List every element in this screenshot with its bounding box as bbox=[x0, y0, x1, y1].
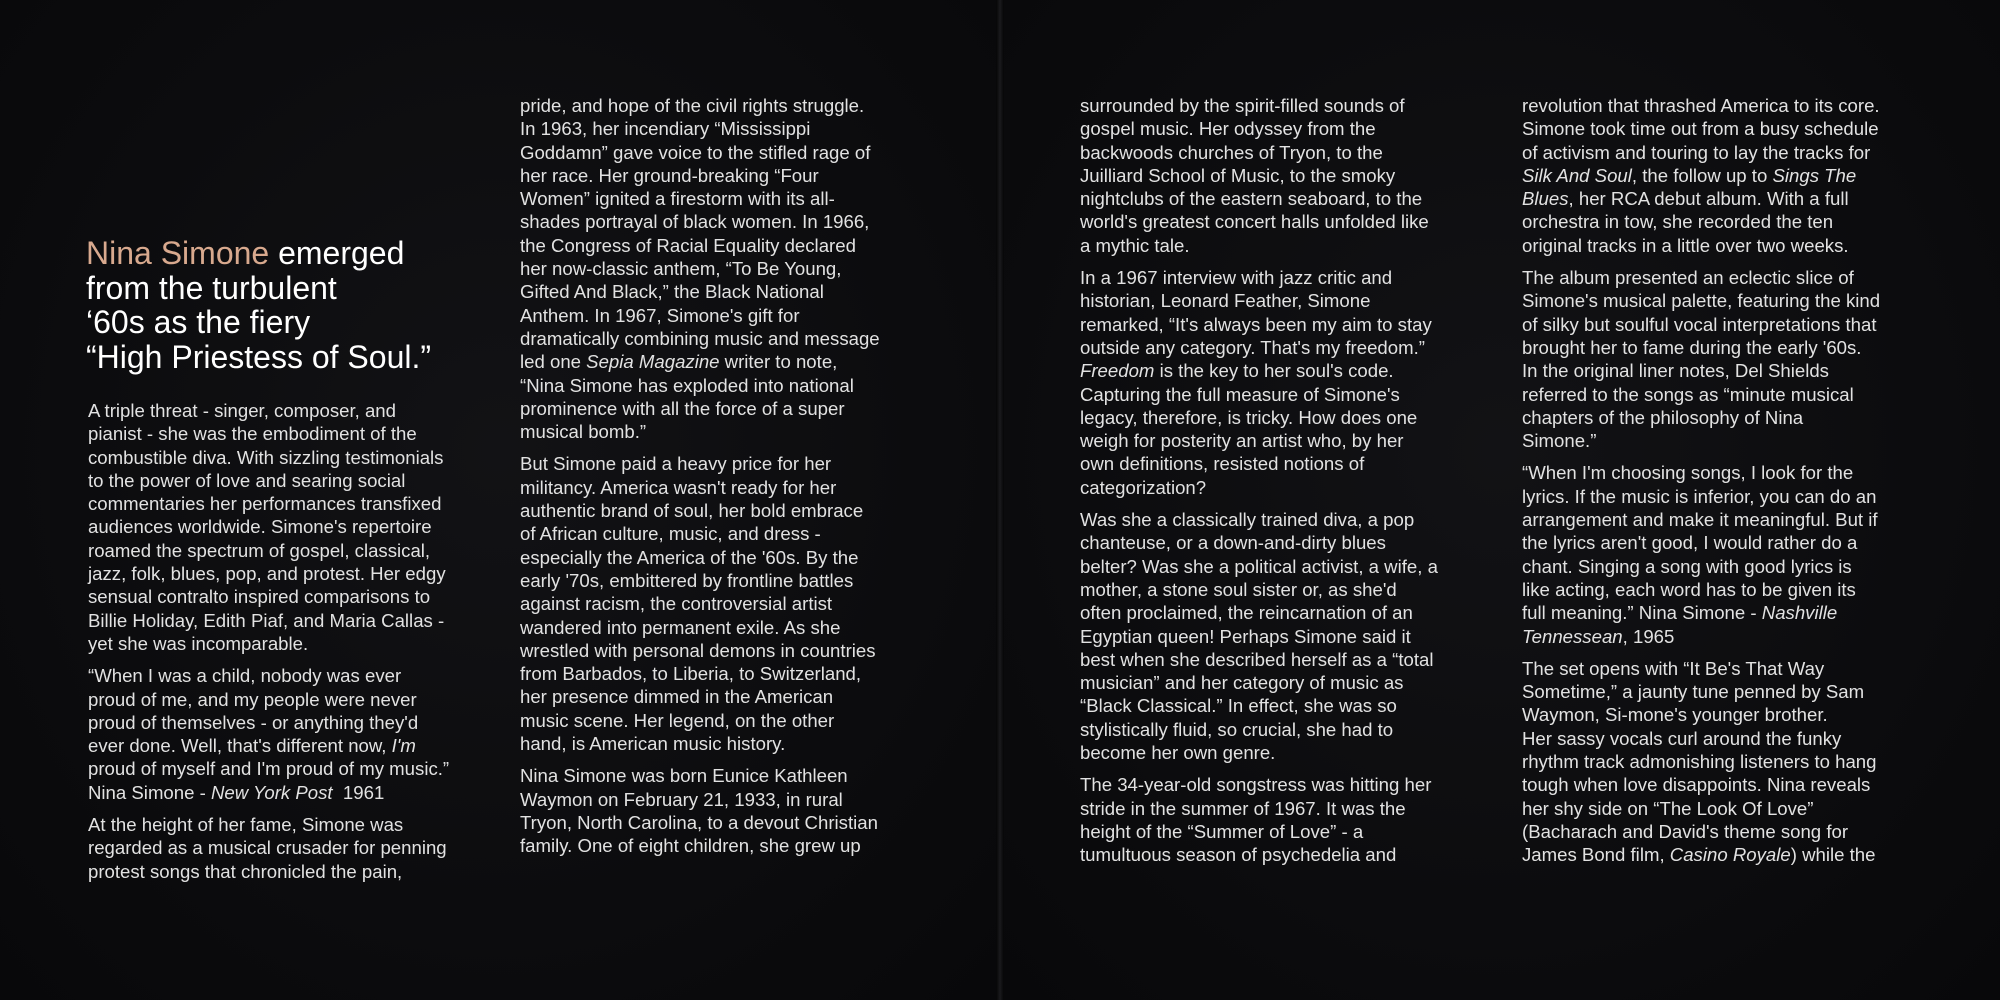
text-line: her presence dimmed in the American bbox=[520, 686, 834, 708]
text-run: ) while the bbox=[1790, 844, 1876, 866]
text-line: tumultuous season of psychedelia and bbox=[1080, 844, 1397, 866]
headline-line-1-rest: emerged bbox=[269, 235, 405, 271]
text-line: backwoods churches of Tryon, to the bbox=[1080, 141, 1383, 163]
text-line: family. One of eight children, she grew up bbox=[520, 835, 861, 857]
text-line: against racism, the controversial artist bbox=[520, 593, 833, 615]
text-run: , her RCA debut album. With a full bbox=[1568, 188, 1849, 210]
publication-title: New York Post bbox=[210, 781, 333, 803]
text-line: Waymon on February 21, 1933, in rural bbox=[520, 788, 843, 810]
text-line: best when she described herself as a “total bbox=[1080, 648, 1434, 670]
text-line: her now-classic anthem, “To Be Young, bbox=[520, 258, 842, 280]
publication-title: Nashville bbox=[1761, 602, 1838, 624]
text-line: historian, Leonard Feather, Simone bbox=[1080, 290, 1371, 312]
text-line: militancy. America wasn't ready for her bbox=[520, 476, 837, 498]
text-line: chanteuse, or a down-and-dirty blues bbox=[1080, 532, 1386, 554]
italic-run: Freedom bbox=[1080, 360, 1155, 382]
text-line: proud of me, and my people were never bbox=[88, 688, 417, 710]
text-line: dramatically combining music and message bbox=[520, 327, 880, 349]
text-line: orchestra in tow, she recorded the ten bbox=[1522, 211, 1834, 233]
text-run: , the follow up to bbox=[1631, 164, 1773, 186]
album-title: Blues bbox=[1522, 188, 1569, 210]
headline-name: Nina Simone bbox=[86, 235, 270, 271]
text-line: stylistically fluid, so crucial, she had to bbox=[1080, 718, 1394, 740]
text-line: referred to the songs as “minute musical bbox=[1522, 383, 1854, 405]
col2-paragraph-3 bbox=[520, 764, 920, 857]
text-line: prominence with all the force of a super bbox=[520, 397, 845, 419]
album-title: Sings The bbox=[1772, 164, 1857, 186]
text-line: commentaries her performances transfixed bbox=[88, 493, 442, 515]
text-line: Juilliard School of Music, to the smoky bbox=[1080, 164, 1396, 186]
col3-paragraph-2 bbox=[1080, 266, 1480, 499]
text-line: music scene. Her legend, on the other bbox=[520, 709, 835, 731]
col1-paragraph-1 bbox=[88, 399, 468, 655]
text-line: wandered into permanent exile. As she bbox=[520, 616, 841, 638]
text-column-1 bbox=[88, 399, 468, 892]
text-line: In the original liner notes, Del Shields bbox=[1522, 360, 1829, 382]
text-line: proud of themselves - or anything they'd bbox=[88, 711, 419, 733]
text-line: The 34-year-old songstress was hitting her bbox=[1080, 774, 1432, 796]
text-line: chapters of the philosophy of Nina bbox=[1522, 406, 1804, 428]
text-line: mother, a stone soul sister or, as she'd bbox=[1080, 578, 1397, 600]
text-run: ever done. Well, that's different now, bbox=[88, 735, 392, 757]
col2-p1-lines-a bbox=[520, 94, 920, 350]
text-line: combustible diva. With sizzling testimonials bbox=[88, 446, 444, 468]
text-run: 1961 bbox=[332, 781, 385, 803]
text-line: (Bacharach and David's theme song for bbox=[1522, 820, 1849, 842]
text-line: “Black Classical.” In effect, she was so bbox=[1080, 695, 1397, 717]
text-line: protest songs that chronicled the pain, bbox=[88, 860, 403, 882]
col4-p4-line-9 bbox=[1522, 843, 1932, 866]
text-line: “Nina Simone has exploded into national bbox=[520, 374, 854, 396]
text-line: own definitions, resisted notions of bbox=[1080, 453, 1365, 475]
col4-p3-line-8 bbox=[1522, 625, 1932, 648]
headline-line-3: ‘60s as the fiery bbox=[86, 304, 311, 340]
col4-paragraph-3 bbox=[1522, 461, 1932, 647]
col4-p3-lines bbox=[1522, 461, 1932, 601]
text-line: gospel music. Her odyssey from the bbox=[1080, 118, 1376, 140]
text-line: Gifted And Black,” the Black National bbox=[520, 281, 824, 303]
text-line: arrangement and make it meaningful. But if bbox=[1522, 509, 1878, 531]
text-line: “When I'm choosing songs, I look for the bbox=[1522, 462, 1854, 484]
text-line: Her sassy vocals curl around the funky bbox=[1522, 727, 1842, 749]
col4-p1-lines-a bbox=[1522, 94, 1932, 164]
text-line: regarded as a musical crusader for penning bbox=[88, 837, 447, 859]
col4-paragraph-2 bbox=[1522, 266, 1932, 452]
text-line: a mythic tale. bbox=[1080, 234, 1190, 256]
col1-paragraph-3 bbox=[88, 813, 468, 883]
text-line: Anthem. In 1967, Simone's gift for bbox=[520, 304, 800, 326]
text-line: Simone.” bbox=[1522, 430, 1597, 452]
text-line: world's greatest concert halls unfolded like bbox=[1080, 211, 1429, 233]
text-line: shades portrayal of black women. In 1966, bbox=[520, 211, 870, 233]
text-line: surrounded by the spirit-filled sounds of bbox=[1080, 95, 1405, 116]
text-line: from Barbados, to Liberia, to Switzerland, bbox=[520, 663, 862, 685]
text-line: musical bomb.” bbox=[520, 421, 647, 443]
text-line: of activism and touring to lay the tracks for bbox=[1522, 141, 1871, 163]
text-line: Tryon, North Carolina, to a devout Christian bbox=[520, 811, 878, 833]
col4-paragraph-4 bbox=[1522, 657, 1932, 867]
text-line: But Simone paid a heavy price for her bbox=[520, 453, 832, 475]
text-line: sensual contralto inspired comparisons to bbox=[88, 586, 431, 608]
album-title: Silk And Soul bbox=[1522, 164, 1632, 186]
text-line: In a 1967 interview with jazz critic and bbox=[1080, 267, 1393, 289]
headline bbox=[86, 236, 431, 374]
col1-p2-line-4 bbox=[88, 734, 468, 757]
col4-p3-line-7 bbox=[1522, 601, 1932, 624]
text-run: is the key to her soul's code. bbox=[1154, 360, 1394, 382]
text-line: her race. Her ground-breaking “Four bbox=[520, 164, 819, 186]
publication-title: Sepia Magazine bbox=[586, 351, 720, 373]
text-column-3 bbox=[1080, 94, 1480, 876]
text-line: brought her to fame during the early '60s. bbox=[1522, 336, 1862, 358]
col2-paragraph-2 bbox=[520, 452, 920, 755]
text-run: James Bond film, bbox=[1522, 844, 1670, 866]
text-line: early '70s, embittered by frontline battles bbox=[520, 569, 854, 591]
text-line: to the power of love and searing social bbox=[88, 469, 406, 491]
text-column-4 bbox=[1522, 94, 1932, 876]
italic-run: I'm bbox=[391, 735, 416, 757]
text-line: Women” ignited a firestorm with its all- bbox=[520, 188, 835, 210]
text-line: In 1963, her incendiary “Mississippi bbox=[520, 118, 811, 140]
text-line: outside any category. That's my freedom.” bbox=[1080, 336, 1425, 358]
text-line: Simone's musical palette, featuring the kind bbox=[1522, 290, 1881, 312]
col3-p2-lines-a bbox=[1080, 266, 1480, 359]
col4-paragraph-1 bbox=[1522, 94, 1932, 257]
text-line: like acting, each word has to be given its bbox=[1522, 578, 1856, 600]
text-line: At the height of her fame, Simone was bbox=[88, 814, 404, 836]
text-line: audiences worldwide. Simone's repertoire bbox=[88, 516, 432, 538]
publication-title: Tennessean bbox=[1522, 625, 1623, 647]
text-line: Capturing the full measure of Simone's bbox=[1080, 383, 1400, 405]
text-line: A triple threat - singer, composer, and bbox=[88, 400, 396, 421]
text-line: her shy side on “The Look Of Love” bbox=[1522, 797, 1814, 819]
text-line: categorization? bbox=[1080, 476, 1207, 498]
text-line: Was she a classically trained diva, a pop bbox=[1080, 509, 1415, 531]
text-line: of silky but soulful vocal interpretations that bbox=[1522, 313, 1877, 335]
text-line: especially the America of the '60s. By the bbox=[520, 546, 859, 568]
text-line: tough when love disappoints. Nina reveals bbox=[1522, 774, 1871, 796]
text-line: “When I was a child, nobody was ever bbox=[88, 665, 402, 687]
text-line: revolution that thrashed America to its core. bbox=[1522, 95, 1880, 116]
col2-p1-line-12 bbox=[520, 350, 920, 373]
headline-line-1 bbox=[86, 236, 431, 271]
col2-paragraph-1 bbox=[520, 94, 920, 443]
text-run: Nina Simone - bbox=[88, 781, 211, 803]
page-fold bbox=[996, 0, 1004, 1000]
text-line: original tracks in a little over two weeks. bbox=[1522, 234, 1849, 256]
text-line: roamed the spectrum of gospel, classical, bbox=[88, 539, 431, 561]
text-line: hand, is American music history. bbox=[520, 733, 786, 755]
text-line: nightclubs of the eastern seaboard, to the bbox=[1080, 188, 1423, 210]
col4-p1-lines-b bbox=[1522, 210, 1932, 257]
text-run: , 1965 bbox=[1622, 625, 1675, 647]
text-line: musician” and her category of music as bbox=[1080, 672, 1404, 694]
col1-paragraph-2 bbox=[88, 664, 468, 804]
col1-p2-lines bbox=[88, 664, 468, 734]
text-line: of African culture, music, and dress - bbox=[520, 523, 821, 545]
text-line: stride in the summer of 1967. It was the bbox=[1080, 797, 1406, 819]
text-line: The set opens with “It Be's That Way bbox=[1522, 657, 1825, 679]
text-line: pianist - she was the embodiment of the bbox=[88, 423, 417, 445]
col4-p4-lines bbox=[1522, 657, 1932, 843]
col3-paragraph-4 bbox=[1080, 773, 1480, 866]
text-line: lyrics. If the music is inferior, you can do an bbox=[1522, 485, 1877, 507]
text-line: Sometime,” a jaunty tune penned by Sam bbox=[1522, 681, 1865, 703]
text-line: the Congress of Racial Equality declared bbox=[520, 234, 856, 256]
text-line: Egyptian queen! Perhaps Simone said it bbox=[1080, 625, 1411, 647]
col3-p2-line-5 bbox=[1080, 359, 1480, 382]
text-line: wrestled with personal demons in countries bbox=[520, 639, 876, 661]
text-line: often proclaimed, the reincarnation of an bbox=[1080, 602, 1413, 624]
col2-p1-lines-b bbox=[520, 374, 920, 444]
col1-p2-citation bbox=[88, 781, 468, 804]
col1-p2-line-5: proud of myself and I'm proud of my music.” bbox=[88, 758, 450, 780]
text-line: jazz, folk, blues, pop, and protest. Her edgy bbox=[88, 563, 446, 585]
text-line: pride, and hope of the civil rights struggle. bbox=[520, 95, 865, 116]
text-line: Simone took time out from a busy schedule bbox=[1522, 118, 1879, 140]
text-run: led one bbox=[520, 351, 587, 373]
text-line: weigh for posterity an artist who, by her bbox=[1080, 430, 1404, 452]
text-run: full meaning.” Nina Simone - bbox=[1522, 602, 1762, 624]
text-line: belter? Was she a political activist, a wife, a bbox=[1080, 555, 1438, 577]
film-title: Casino Royale bbox=[1669, 844, 1791, 866]
text-line: The album presented an eclectic slice of bbox=[1522, 267, 1854, 289]
col3-p2-lines-b bbox=[1080, 383, 1480, 499]
col3-paragraph-3 bbox=[1080, 508, 1480, 764]
text-line: chant. Singing a song with good lyrics is bbox=[1522, 555, 1852, 577]
text-column-2 bbox=[520, 94, 920, 867]
text-line: height of the “Summer of Love” - a bbox=[1080, 820, 1364, 842]
text-line: authentic brand of soul, her bold embrace bbox=[520, 500, 864, 522]
col3-paragraph-1 bbox=[1080, 94, 1480, 257]
text-line: legacy, therefore, is tricky. How does one bbox=[1080, 406, 1418, 428]
col4-p1-line-4 bbox=[1522, 164, 1932, 187]
text-line: rhythm track admonishing listeners to hang bbox=[1522, 751, 1877, 773]
text-line: Nina Simone was born Eunice Kathleen bbox=[520, 765, 848, 787]
text-line: Billie Holiday, Edith Piaf, and Maria Callas - bbox=[88, 609, 445, 631]
text-line: Goddamn” gave voice to the stifled rage of bbox=[520, 141, 871, 163]
text-run: writer to note, bbox=[719, 351, 838, 373]
headline-line-4: “High Priestess of Soul.” bbox=[86, 338, 432, 375]
col4-p1-line-5 bbox=[1522, 187, 1932, 210]
headline-line-2: from the turbulent bbox=[86, 269, 337, 306]
text-line: remarked, “It's always been my aim to stay bbox=[1080, 313, 1432, 335]
text-line: yet she was incomparable. bbox=[88, 632, 309, 654]
text-line: Waymon, Si-mone's younger brother. bbox=[1522, 704, 1828, 726]
text-line: the lyrics aren't good, I would rather do a bbox=[1522, 532, 1858, 554]
text-line: become her own genre. bbox=[1080, 742, 1276, 764]
